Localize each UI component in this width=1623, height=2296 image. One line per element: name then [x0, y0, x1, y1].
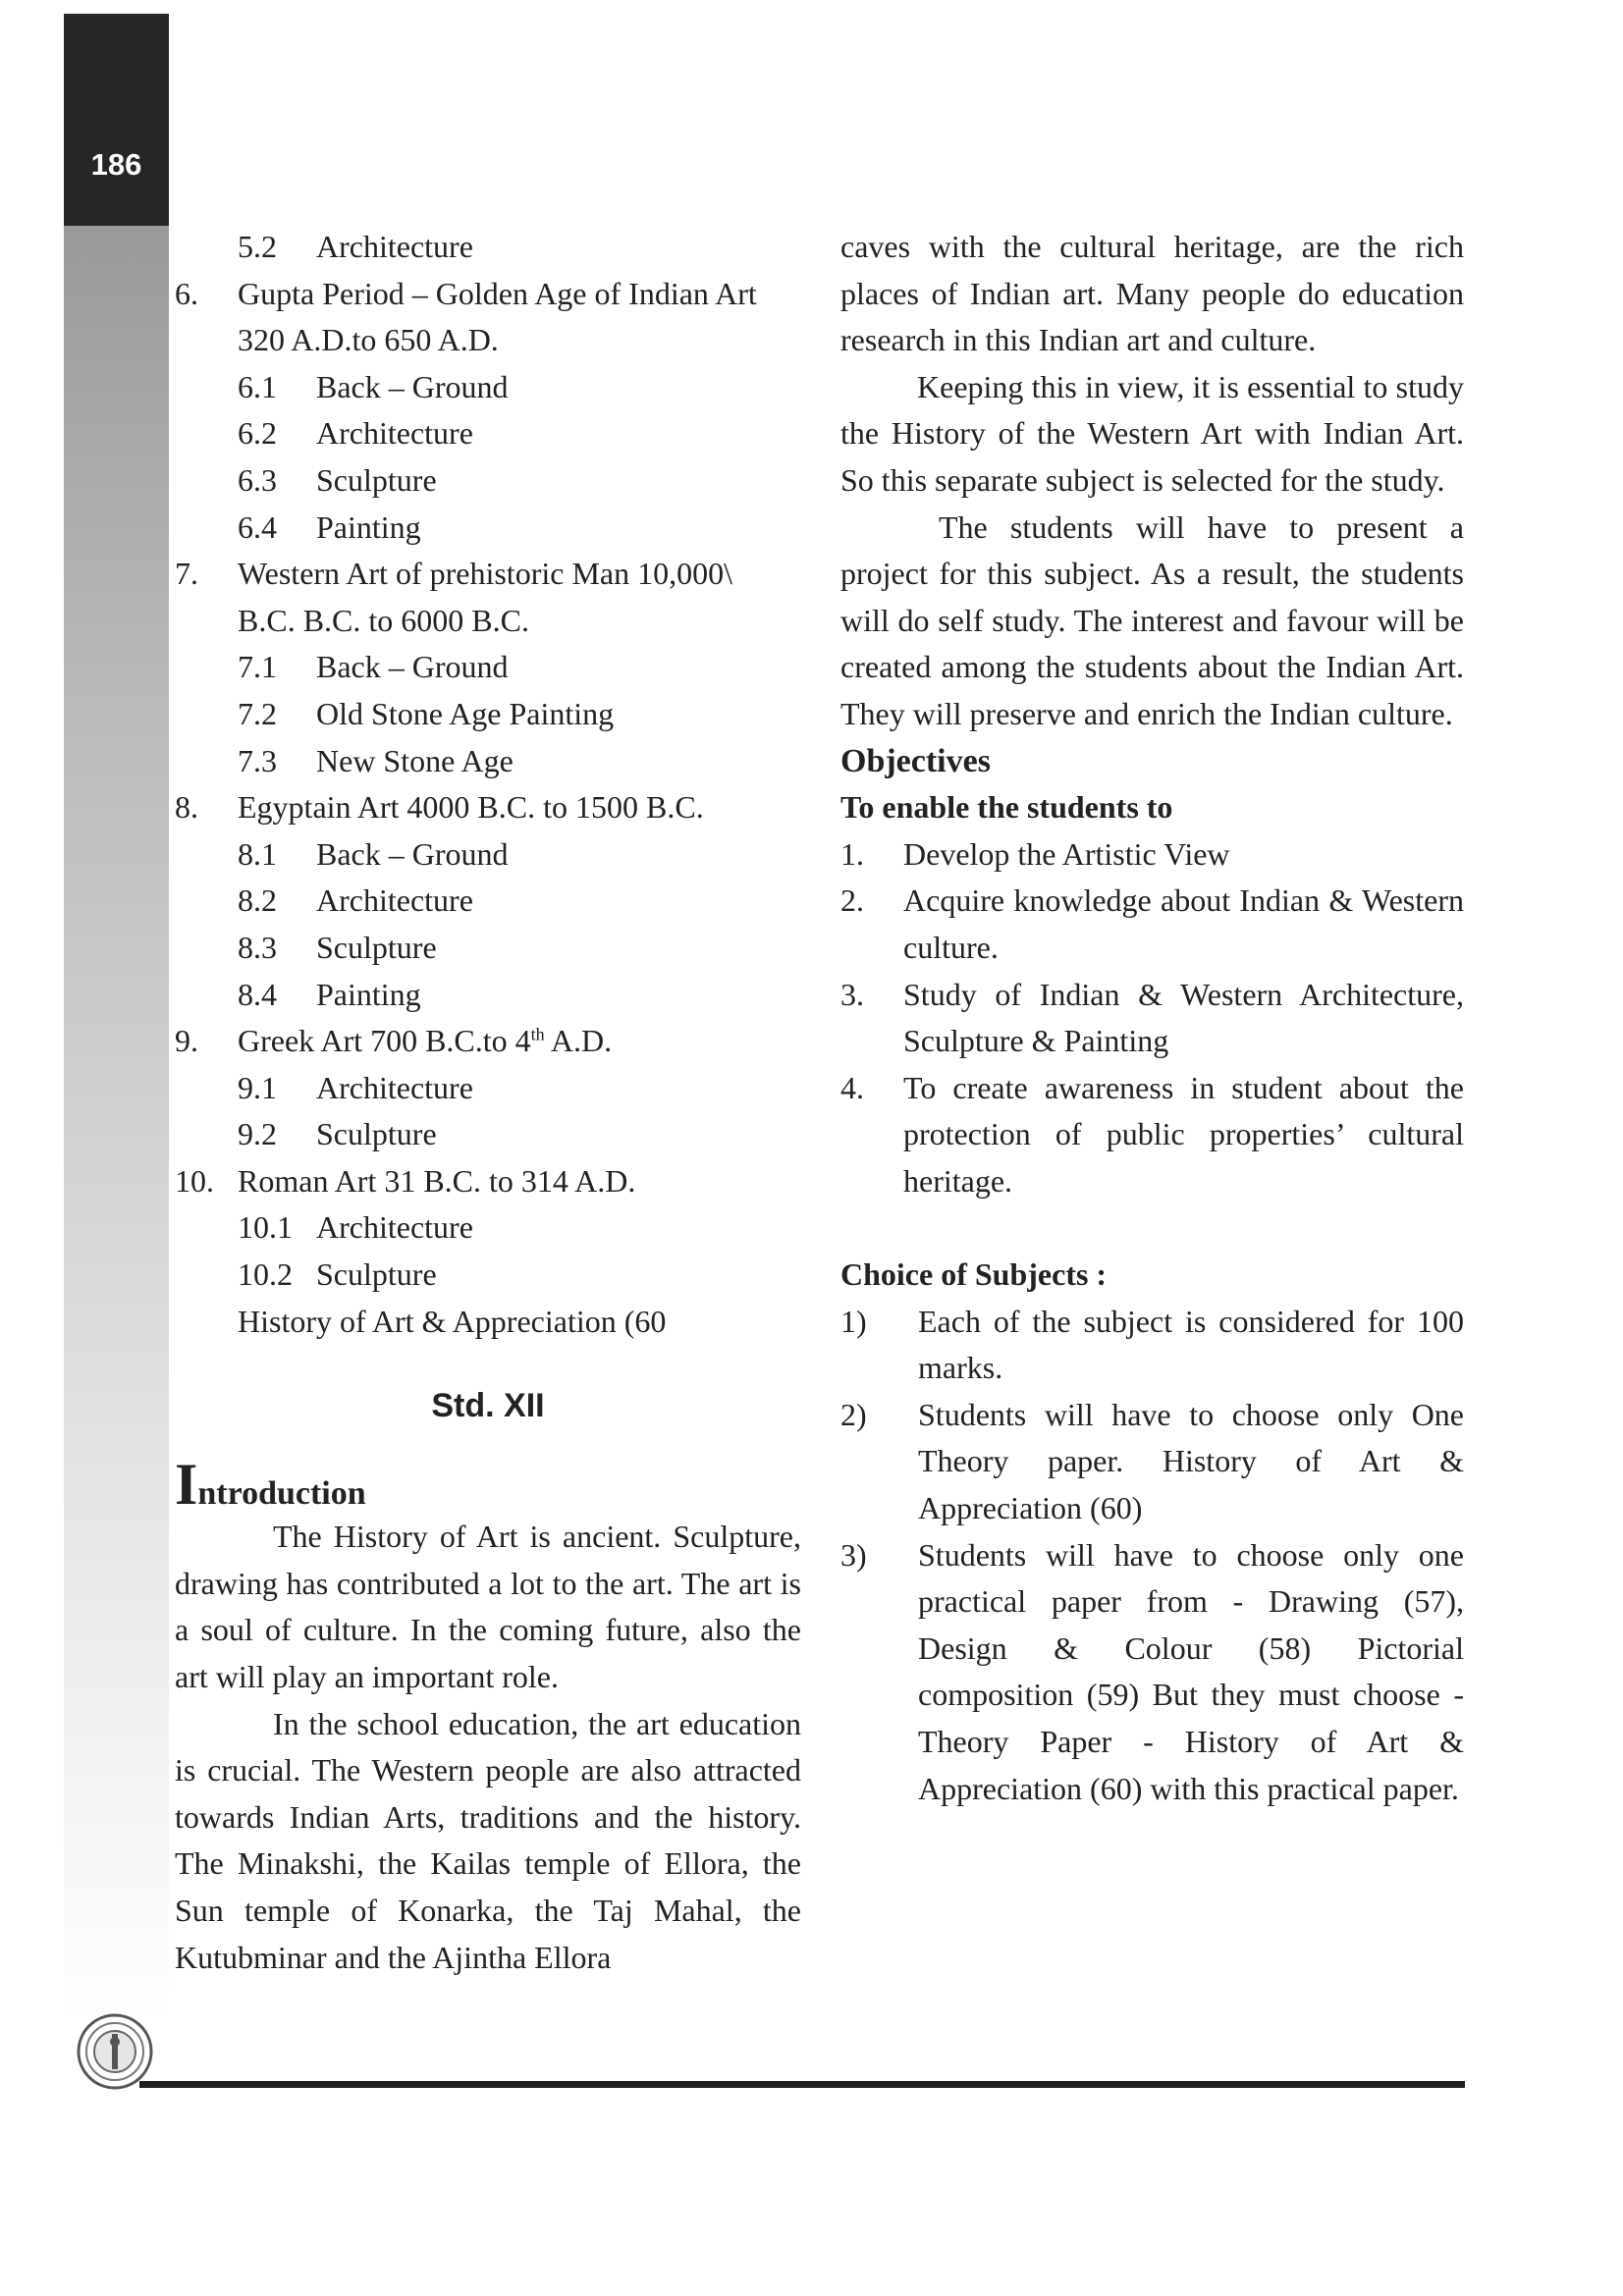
intro-paragraph-1: The History of Art is ancient. Sculpture, drawing has contributed a lot to the art. The art is a soul of culture. In the coming future, also the art will play an important role.	[175, 1519, 801, 1695]
outline-item	[175, 598, 801, 645]
outline-num: 6.1	[238, 368, 277, 404]
outline-item	[175, 691, 801, 738]
page-number: 186	[90, 147, 142, 182]
outline-text: Gupta Period – Golden Age of Indian Art	[238, 275, 757, 311]
outline-text: Sculpture	[316, 1116, 437, 1152]
choices-list	[840, 1299, 1464, 1813]
outline-text: Back – Ground	[316, 835, 509, 872]
outline-text: Back – Ground	[316, 368, 509, 404]
outline-text: 320 A.D.to 650 A.D.	[238, 322, 499, 358]
outline-num: 5.2	[238, 229, 277, 264]
spacer	[840, 1204, 1464, 1252]
outline-item	[175, 224, 801, 271]
outline-item	[175, 410, 801, 457]
introduction-heading: Introduction	[175, 1452, 366, 1518]
emblem-seal-icon	[76, 2012, 154, 2091]
outline-list-2	[175, 1065, 801, 1346]
list-text: Study of Indian & Western Architecture, Sculpture & Painting	[903, 976, 1464, 1059]
outline-text: B.C. B.C. to 6000 B.C.	[238, 602, 529, 638]
outline-text: Egyptain Art 4000 B.C. to 1500 B.C.	[238, 789, 704, 826]
outline-item	[175, 1252, 801, 1299]
outline-item	[175, 457, 801, 505]
list-text: To create awareness in student about the protection of public properties’ cultural heritage.	[903, 1069, 1464, 1199]
outline-item	[175, 878, 801, 925]
outline-item	[175, 644, 801, 691]
side-tab-dark	[64, 14, 169, 226]
list-text: Each of the subject is considered for 100 marks.	[918, 1303, 1464, 1386]
outline-item	[175, 1204, 801, 1252]
outline-text: New Stone Age	[316, 742, 514, 778]
outline-num: 6.2	[238, 415, 277, 452]
outline-num: 8.2	[238, 882, 277, 919]
left-column	[175, 224, 801, 1981]
outline-text: Western Art of prehistoric Man 10,000\	[238, 556, 732, 592]
list-num: 1.	[840, 835, 864, 872]
choice-item	[840, 1299, 1464, 1392]
outline-num: 8.	[175, 789, 198, 826]
outline-item	[175, 364, 801, 411]
outline-list	[175, 224, 801, 1018]
objective-item	[840, 878, 1464, 971]
outline-num: 10.	[175, 1162, 214, 1199]
outline-item	[175, 972, 801, 1019]
std-heading: Std. XII	[431, 1387, 545, 1425]
outline-item	[175, 1299, 801, 1346]
outline-text: Sculpture	[316, 461, 437, 498]
outline-item	[175, 784, 801, 831]
intro-paragraph-2: In the school education, the art education is crucial. The Western people are also attracted towards Indian Arts, traditions and the history. The Minakshi, the Kailas temple of Ellora, the Sun temple of Konarka, the Taj Mahal, the Kutubminar and the Ajintha Ellora	[175, 1705, 801, 1975]
outline-item	[175, 551, 801, 598]
outline-num: 9.1	[238, 1069, 277, 1105]
objective-item	[840, 831, 1464, 879]
outline-item	[175, 1065, 801, 1112]
outline-num: 10.1	[238, 1209, 293, 1246]
outline-num: 7.	[175, 556, 198, 592]
paragraph-keeping: Keeping this in view, it is essential to study the History of the Western Art with Indian Art. So this separate subject is selected for the study.	[840, 368, 1464, 498]
outline-item	[175, 505, 801, 552]
outline-num: 8.3	[238, 929, 277, 965]
list-num: 3.	[840, 976, 864, 1012]
outline-text: Sculpture	[316, 929, 437, 965]
objectives-heading: Objectives	[840, 742, 991, 779]
list-num: 4.	[840, 1069, 864, 1105]
outline-num: 6.3	[238, 461, 277, 498]
outline-num: 10.2	[238, 1256, 293, 1293]
outline-text: History of Art & Appreciation (60	[238, 1303, 667, 1339]
outline-text: Back – Ground	[316, 649, 509, 685]
outline-text: Architecture	[316, 1069, 473, 1105]
list-text: Develop the Artistic View	[903, 835, 1230, 872]
right-column	[840, 224, 1464, 1812]
outline-num: 7.3	[238, 742, 277, 778]
list-text: Acquire knowledge about Indian & Western culture.	[903, 882, 1464, 965]
outline-text: Architecture	[316, 1209, 473, 1246]
choice-heading: Choice of Subjects :	[840, 1256, 1108, 1293]
list-num: 1)	[840, 1303, 867, 1339]
objectives-list	[840, 831, 1464, 1205]
outline-item	[175, 1111, 801, 1158]
outline-item	[175, 925, 801, 972]
outline-num: 6.4	[238, 508, 277, 545]
outline-text: Greek Art 700 B.C.to 4th A.D.	[238, 1023, 613, 1059]
outline-text: Old Stone Age Painting	[316, 695, 615, 731]
footer-rule	[139, 2081, 1465, 2088]
continued-paragraph: caves with the cultural heritage, are the rich places of Indian art. Many people do education research in this Indian art and culture.	[840, 229, 1464, 358]
objective-item	[840, 1065, 1464, 1205]
outline-item	[175, 738, 801, 785]
list-text: Students will have to choose only One Theory paper. History of Art & Appreciation (60)	[918, 1396, 1464, 1526]
outline-item	[175, 1158, 801, 1205]
list-num: 3)	[840, 1536, 867, 1573]
list-text: Students will have to choose only one practical paper from - Drawing (57), Design & Colour (58) Pictorial composition (59) But they must choose - Theory Paper - History of Art & Appreciation (60) with this practical paper.	[918, 1536, 1464, 1806]
outline-item	[175, 271, 801, 318]
outline-text: Sculpture	[316, 1256, 437, 1293]
outline-num: 8.4	[238, 976, 277, 1012]
outline-text: Architecture	[316, 882, 473, 919]
outline-num: 8.1	[238, 835, 277, 872]
outline-num: 9.2	[238, 1116, 277, 1152]
choice-item	[840, 1532, 1464, 1813]
list-num: 2)	[840, 1396, 867, 1432]
outline-num: 7.1	[238, 649, 277, 685]
side-tab-gradient	[64, 226, 169, 2022]
objectives-subheading: To enable the students to	[840, 789, 1173, 826]
outline-num: 9.	[175, 1023, 198, 1059]
outline-text: Roman Art 31 B.C. to 314 A.D.	[238, 1162, 636, 1199]
list-num: 2.	[840, 882, 864, 919]
outline-item-greek	[175, 1018, 801, 1065]
outline-text: Painting	[316, 976, 421, 1012]
outline-text: Architecture	[316, 229, 473, 264]
objective-item	[840, 972, 1464, 1065]
choice-item	[840, 1392, 1464, 1532]
outline-num: 6.	[175, 275, 198, 311]
outline-text: Painting	[316, 508, 421, 545]
outline-item	[175, 831, 801, 879]
outline-text: Architecture	[316, 415, 473, 452]
outline-num: 7.2	[238, 695, 277, 731]
outline-item	[175, 317, 801, 364]
paragraph-students: The students will have to present a project for this subject. As a result, the students will do self study. The interest and favour will be created among the students about the Indian Art. They will preserve and enrich the Indian culture.	[840, 508, 1464, 731]
